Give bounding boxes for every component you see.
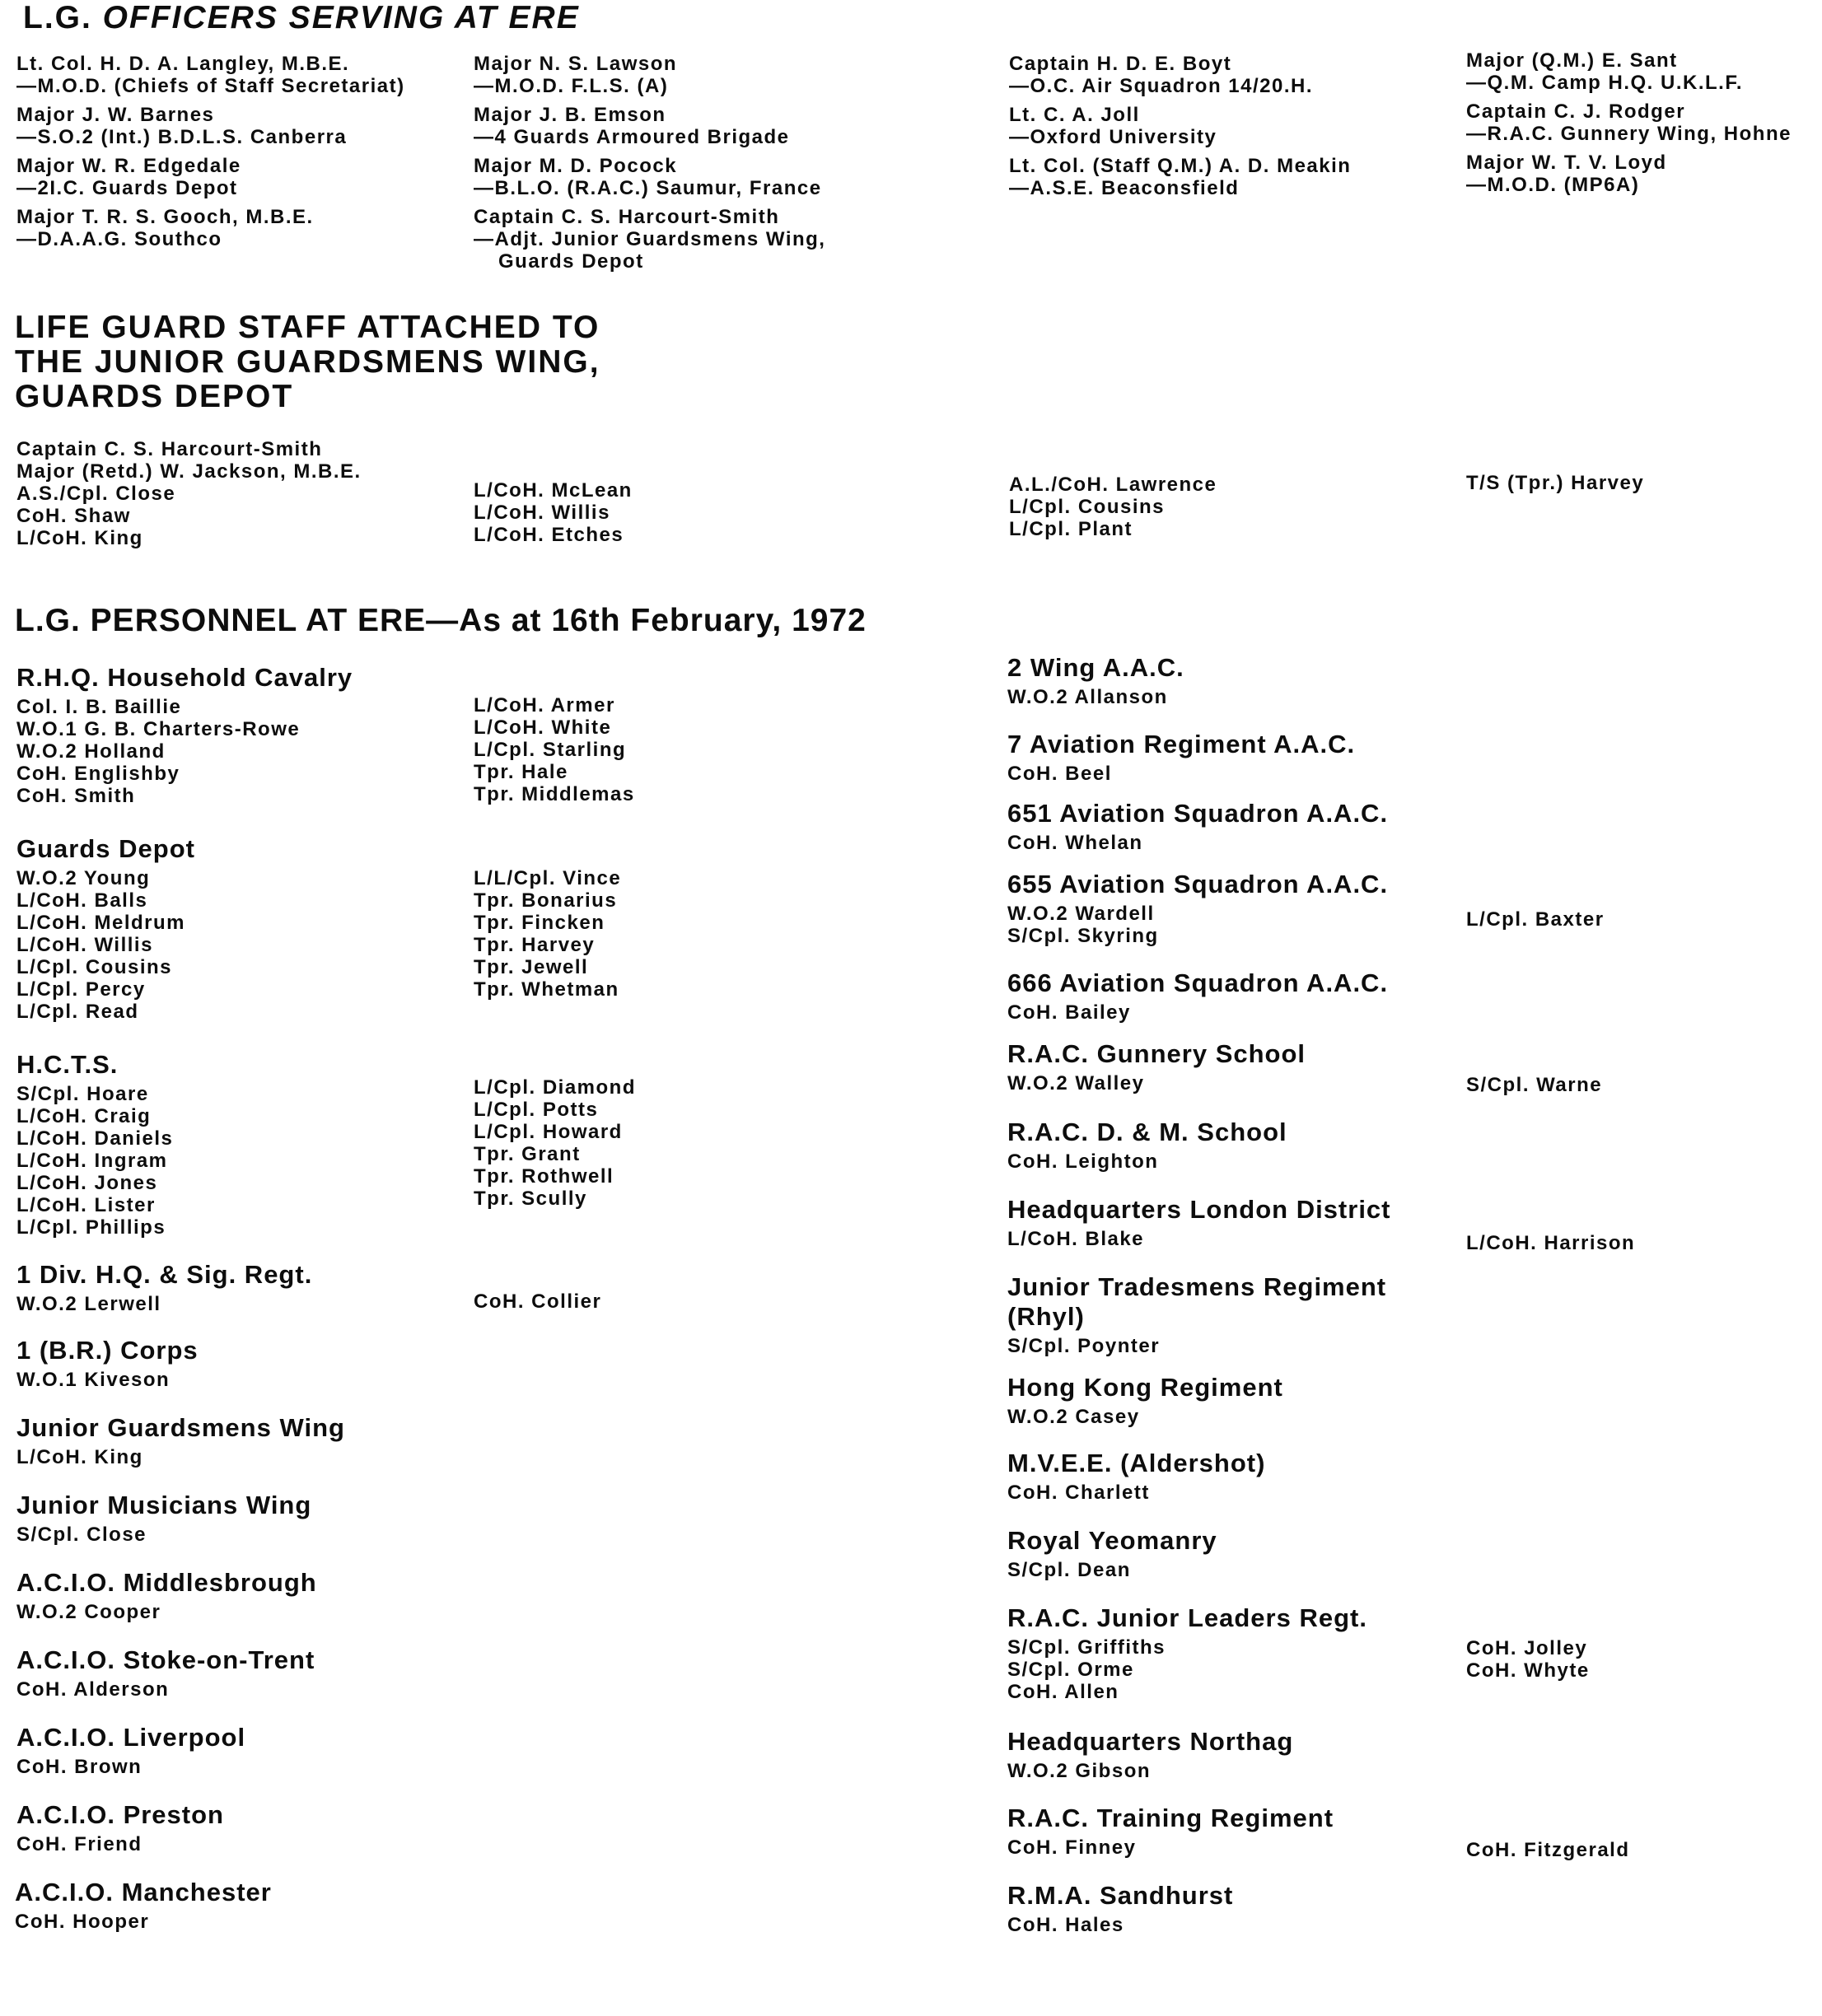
officer-name: Major J. W. Barnes — [16, 104, 215, 126]
unit-heading: 655 Aviation Squadron A.A.C. — [1007, 870, 1389, 898]
unit-column-1 — [1007, 1406, 1283, 1428]
unit-member: L/CoH. King — [16, 1446, 143, 1468]
unit-block — [1007, 1373, 1283, 1428]
unit-block — [1007, 730, 1355, 785]
unit-block — [1007, 1727, 1293, 1782]
unit-column-2 — [1466, 1839, 1630, 1861]
unit-column-1 — [16, 1601, 317, 1623]
unit-column-1 — [1007, 686, 1184, 708]
unit-member: L/Cpl. Potts — [474, 1099, 599, 1121]
officer-name: Major W. T. V. Loyd — [1466, 152, 1667, 174]
unit-column-1 — [16, 1293, 312, 1315]
unit-column-1 — [1007, 1228, 1391, 1250]
staff-column-1 — [16, 438, 362, 549]
officer-entry — [1466, 152, 1792, 196]
staff-member: L/CoH. McLean — [474, 479, 633, 502]
unit-column-2 — [1466, 1637, 1590, 1682]
unit-block — [16, 1800, 224, 1855]
unit-column-1 — [16, 1756, 245, 1778]
unit-member: CoH. Jolley — [1466, 1637, 1588, 1659]
unit-heading: 666 Aviation Squadron A.A.C. — [1007, 968, 1389, 997]
unit-column-1 — [16, 1678, 315, 1701]
unit-member: W.O.2 Young — [16, 867, 151, 889]
unit-member: S/Cpl. Close — [16, 1524, 147, 1546]
unit-block — [1007, 1039, 1306, 1094]
unit-member: L/Cpl. Percy — [16, 978, 146, 1001]
unit-member: Tpr. Rothwell — [474, 1165, 614, 1188]
unit-block — [1007, 870, 1388, 947]
officer-entry — [1009, 53, 1351, 97]
unit-member: L/L/Cpl. Vince — [474, 867, 622, 889]
unit-heading: R.A.C. D. & M. School — [1007, 1118, 1287, 1146]
officer-entry — [16, 104, 405, 148]
staff-title-line: LIFE GUARD STAFF ATTACHED TO — [15, 310, 600, 345]
unit-heading-continued: (Rhyl) — [1007, 1302, 1085, 1331]
unit-block — [16, 1568, 317, 1623]
staff-member: Major (Retd.) W. Jackson, M.B.E. — [16, 460, 362, 483]
officer-entry — [1466, 100, 1792, 145]
unit-block — [1007, 1881, 1233, 1936]
unit-block — [16, 1260, 312, 1315]
unit-column-2 — [474, 1076, 636, 1210]
unit-column-1 — [1007, 903, 1388, 947]
officer-post: —2I.C. Guards Depot — [16, 177, 238, 199]
officer-entry — [1009, 155, 1351, 199]
unit-member: L/CoH. Ingram — [16, 1150, 168, 1172]
officer-entry — [474, 53, 825, 97]
unit-heading: Guards Depot — [16, 834, 195, 863]
unit-member: Tpr. Fincken — [474, 912, 605, 934]
officer-entry — [1466, 49, 1792, 94]
unit-column-1 — [16, 696, 353, 807]
unit-heading: 7 Aviation Regiment A.A.C. — [1007, 730, 1356, 758]
unit-member: S/Cpl. Hoare — [16, 1083, 149, 1105]
unit-heading: Junior Guardsmens Wing — [16, 1413, 345, 1442]
unit-column-1 — [1007, 1760, 1293, 1782]
staff-column-2 — [474, 479, 633, 546]
officer-name: Lt. Col. H. D. A. Langley, M.B.E. — [16, 53, 350, 75]
officer-name: Major J. B. Emson — [474, 104, 666, 126]
staff-column-4 — [1466, 472, 1644, 494]
officers-title-main: OFFICERS SERVING AT ERE — [102, 0, 580, 35]
officer-post: —Q.M. Camp H.Q. U.K.L.F. — [1466, 72, 1744, 94]
unit-block — [16, 1723, 245, 1778]
unit-heading: 1 Div. H.Q. & Sig. Regt. — [16, 1260, 313, 1289]
unit-member: S/Cpl. Griffiths — [1007, 1636, 1166, 1659]
unit-column-2 — [474, 867, 621, 1001]
unit-column-1 — [1007, 1072, 1306, 1094]
unit-block — [16, 1413, 345, 1468]
officer-post: —M.O.D. F.L.S. (A) — [474, 75, 669, 97]
unit-column-1 — [16, 1083, 173, 1239]
staff-column-3 — [1009, 474, 1217, 540]
unit-heading: Headquarters London District — [1007, 1195, 1391, 1224]
unit-column-2 — [1466, 908, 1605, 931]
unit-column-1 — [16, 1446, 345, 1468]
unit-member: L/Cpl. Read — [16, 1001, 139, 1023]
unit-member: Col. I. B. Baillie — [16, 696, 182, 718]
officer-name: Major N. S. Lawson — [474, 53, 678, 75]
unit-member: CoH. Whyte — [1466, 1659, 1590, 1682]
staff-member: Captain C. S. Harcourt-Smith — [16, 438, 323, 460]
unit-member: CoH. Finney — [1007, 1836, 1137, 1859]
unit-column-2 — [1466, 1232, 1635, 1254]
unit-heading: 2 Wing A.A.C. — [1007, 653, 1184, 682]
unit-block — [1007, 1603, 1367, 1703]
unit-column-1 — [1007, 832, 1388, 854]
unit-heading: Junior Tradesmens Regiment — [1007, 1272, 1387, 1301]
unit-column-1 — [1007, 1914, 1233, 1936]
unit-block — [15, 1878, 272, 1933]
unit-member: S/Cpl. Skyring — [1007, 925, 1159, 947]
officer-name: Major (Q.M.) E. Sant — [1466, 49, 1678, 72]
unit-member: W.O.2 Cooper — [16, 1601, 161, 1623]
officers-title-prefix: L.G. — [23, 0, 103, 35]
unit-block — [16, 1645, 315, 1701]
unit-column-1 — [1007, 763, 1355, 785]
officer-name: Major M. D. Pocock — [474, 155, 678, 177]
unit-member: L/CoH. Lister — [16, 1194, 156, 1216]
staff-member: L/CoH. King — [16, 527, 143, 549]
unit-heading: Junior Musicians Wing — [16, 1491, 312, 1519]
officer-name: Lt. Col. (Staff Q.M.) A. D. Meakin — [1009, 155, 1352, 177]
unit-column-1 — [1007, 1150, 1287, 1173]
staff-member: A.S./Cpl. Close — [16, 483, 176, 505]
officer-post: —S.O.2 (Int.) B.D.L.S. Canberra — [16, 126, 348, 148]
officer-post: —R.A.C. Gunnery Wing, Hohne — [1466, 123, 1792, 145]
unit-heading: Hong Kong Regiment — [1007, 1373, 1283, 1402]
officer-post: —B.L.O. (R.A.C.) Saumur, France — [474, 177, 822, 199]
unit-block — [1007, 1449, 1265, 1504]
officer-entry — [474, 206, 825, 273]
staff-member: A.L./CoH. Lawrence — [1009, 474, 1217, 496]
unit-member: L/CoH. Armer — [474, 694, 615, 716]
unit-member: CoH. Charlett — [1007, 1482, 1150, 1504]
unit-block — [1007, 1195, 1391, 1250]
unit-member: CoH. Fitzgerald — [1466, 1839, 1630, 1861]
unit-heading: R.M.A. Sandhurst — [1007, 1881, 1234, 1910]
staff-member: T/S (Tpr.) Harvey — [1466, 472, 1645, 494]
unit-block — [16, 1491, 311, 1546]
unit-heading: R.A.C. Training Regiment — [1007, 1804, 1334, 1832]
officer-post: —Oxford University — [1009, 126, 1217, 148]
officer-name: Lt. C. A. Joll — [1009, 104, 1140, 126]
staff-member: L/Cpl. Cousins — [1009, 496, 1165, 518]
unit-member: L/CoH. Willis — [16, 934, 153, 956]
staff-member: L/CoH. Willis — [474, 502, 610, 524]
unit-heading: H.C.T.S. — [16, 1050, 119, 1079]
unit-member: L/Cpl. Baxter — [1466, 908, 1605, 931]
unit-block — [16, 1336, 199, 1391]
unit-column-1 — [16, 1833, 224, 1855]
unit-block — [1007, 653, 1184, 708]
officer-post: —A.S.E. Beaconsfield — [1009, 177, 1240, 199]
unit-member: W.O.2 Gibson — [1007, 1760, 1152, 1782]
unit-block — [16, 834, 195, 1023]
officer-name: Major T. R. S. Gooch, M.B.E. — [16, 206, 314, 228]
unit-block — [16, 1050, 173, 1239]
officer-post: —M.O.D. (MP6A) — [1466, 174, 1640, 196]
unit-member: L/Cpl. Starling — [474, 739, 627, 761]
officer-post: —Adjt. Junior Guardsmens Wing, — [474, 228, 826, 250]
unit-member: L/Cpl. Cousins — [16, 956, 172, 978]
unit-member: W.O.1 G. B. Charters-Rowe — [16, 718, 301, 740]
unit-member: CoH. Whelan — [1007, 832, 1143, 854]
officers-column-4 — [1466, 49, 1792, 203]
unit-block — [1007, 1804, 1334, 1859]
unit-member: Tpr. Middlemas — [474, 783, 635, 805]
personnel-title: L.G. PERSONNEL AT ERE—As at 16th February, 1972 — [15, 603, 867, 638]
unit-member: CoH. Hooper — [15, 1911, 150, 1933]
officer-name: Captain C. S. Harcourt-Smith — [474, 206, 780, 228]
unit-member: Tpr. Harvey — [474, 934, 596, 956]
unit-column-1 — [1007, 1836, 1334, 1859]
unit-block — [1007, 968, 1388, 1024]
unit-block — [1007, 1272, 1386, 1357]
officer-entry — [474, 155, 825, 199]
unit-column-1 — [1007, 1482, 1265, 1504]
unit-heading: M.V.E.E. (Aldershot) — [1007, 1449, 1266, 1477]
unit-member: CoH. Beel — [1007, 763, 1112, 785]
unit-member: L/CoH. Blake — [1007, 1228, 1145, 1250]
unit-block — [1007, 1118, 1287, 1173]
unit-heading: R.H.Q. Household Cavalry — [16, 663, 353, 692]
officer-post: —M.O.D. (Chiefs of Staff Secretariat) — [16, 75, 405, 97]
unit-column-2 — [474, 1290, 601, 1313]
unit-member: CoH. Brown — [16, 1756, 142, 1778]
unit-block — [1007, 1526, 1217, 1581]
unit-member: W.O.1 Kiveson — [16, 1369, 171, 1391]
unit-column-2 — [1466, 1074, 1602, 1096]
unit-member: W.O.2 Lerwell — [16, 1293, 161, 1315]
unit-member: L/CoH. Harrison — [1466, 1232, 1636, 1254]
officers-column-1 — [16, 53, 405, 257]
unit-column-1 — [16, 867, 195, 1023]
unit-member: CoH. Leighton — [1007, 1150, 1159, 1173]
unit-member: L/CoH. Jones — [16, 1172, 158, 1194]
unit-column-1 — [16, 1369, 199, 1391]
staff-title — [15, 310, 600, 414]
unit-member: CoH. Smith — [16, 785, 136, 807]
unit-column-1 — [1007, 1559, 1217, 1581]
officers-column-2 — [474, 53, 825, 279]
unit-member: L/CoH. Meldrum — [16, 912, 185, 934]
officer-name: Captain H. D. E. Boyt — [1009, 53, 1232, 75]
staff-member: L/CoH. Etches — [474, 524, 624, 546]
unit-member: Tpr. Hale — [474, 761, 568, 783]
unit-member: Tpr. Grant — [474, 1143, 581, 1165]
officer-name: Major W. R. Edgedale — [16, 155, 241, 177]
unit-member: W.O.2 Walley — [1007, 1072, 1145, 1094]
unit-column-2 — [474, 694, 635, 805]
officer-entry — [1009, 104, 1351, 148]
officer-post: —D.A.A.G. Southco — [16, 228, 222, 250]
unit-member: CoH. Hales — [1007, 1914, 1124, 1936]
officer-post: —4 Guards Armoured Brigade — [474, 126, 790, 148]
unit-member: L/Cpl. Howard — [474, 1121, 623, 1143]
unit-heading: 651 Aviation Squadron A.A.C. — [1007, 799, 1389, 828]
officer-entry — [16, 206, 405, 250]
unit-block — [1007, 799, 1388, 854]
unit-member: L/Cpl. Diamond — [474, 1076, 636, 1099]
officers-column-3 — [1009, 53, 1351, 206]
unit-member: L/CoH. White — [474, 716, 612, 739]
unit-member: Tpr. Bonarius — [474, 889, 618, 912]
unit-member: W.O.2 Holland — [16, 740, 166, 763]
unit-member: W.O.2 Casey — [1007, 1406, 1140, 1428]
unit-column-1 — [1007, 1001, 1388, 1024]
unit-member: CoH. Collier — [474, 1290, 602, 1313]
staff-member: CoH. Shaw — [16, 505, 131, 527]
unit-block — [16, 663, 353, 807]
staff-title-line: GUARDS DEPOT — [15, 379, 294, 414]
unit-heading: Headquarters Northag — [1007, 1727, 1294, 1756]
unit-member: L/CoH. Balls — [16, 889, 148, 912]
unit-column-1 — [1007, 1636, 1367, 1703]
officer-entry — [16, 155, 405, 199]
unit-heading: A.C.I.O. Preston — [16, 1800, 224, 1829]
unit-member: W.O.2 Wardell — [1007, 903, 1155, 925]
officer-post-continued: Guards Depot — [498, 250, 644, 273]
officer-entry — [16, 53, 405, 97]
unit-column-1 — [15, 1911, 272, 1933]
unit-member: S/Cpl. Warne — [1466, 1074, 1603, 1096]
unit-heading: A.C.I.O. Stoke-on-Trent — [16, 1645, 315, 1674]
unit-member: CoH. Bailey — [1007, 1001, 1131, 1024]
unit-heading: Royal Yeomanry — [1007, 1526, 1217, 1555]
unit-member: W.O.2 Allanson — [1007, 686, 1168, 708]
unit-member: L/CoH. Craig — [16, 1105, 152, 1127]
unit-heading: A.C.I.O. Manchester — [15, 1878, 272, 1906]
unit-heading: R.A.C. Junior Leaders Regt. — [1007, 1603, 1367, 1632]
unit-member: S/Cpl. Orme — [1007, 1659, 1134, 1681]
unit-heading: A.C.I.O. Liverpool — [16, 1723, 246, 1752]
unit-member: CoH. Friend — [16, 1833, 142, 1855]
staff-member: L/Cpl. Plant — [1009, 518, 1133, 540]
unit-heading: 1 (B.R.) Corps — [16, 1336, 199, 1365]
unit-member: CoH. Englishby — [16, 763, 180, 785]
unit-member: Tpr. Scully — [474, 1188, 587, 1210]
staff-title-line: THE JUNIOR GUARDSMENS WING, — [15, 344, 600, 380]
unit-column-1 — [16, 1524, 311, 1546]
unit-heading: A.C.I.O. Middlesbrough — [16, 1568, 317, 1597]
officer-name: Captain C. J. Rodger — [1466, 100, 1686, 123]
unit-member: CoH. Allen — [1007, 1681, 1119, 1703]
unit-member: CoH. Alderson — [16, 1678, 170, 1701]
unit-member: L/CoH. Daniels — [16, 1127, 174, 1150]
unit-heading: R.A.C. Gunnery School — [1007, 1039, 1306, 1068]
officers-title — [23, 0, 580, 36]
unit-member: S/Cpl. Poynter — [1007, 1335, 1161, 1357]
unit-member: S/Cpl. Dean — [1007, 1559, 1131, 1581]
officer-entry — [474, 104, 825, 148]
officer-post: —O.C. Air Squadron 14/20.H. — [1009, 75, 1314, 97]
unit-member: Tpr. Jewell — [474, 956, 589, 978]
unit-member: L/Cpl. Phillips — [16, 1216, 166, 1239]
unit-column-1 — [1007, 1335, 1386, 1357]
unit-member: Tpr. Whetman — [474, 978, 619, 1001]
